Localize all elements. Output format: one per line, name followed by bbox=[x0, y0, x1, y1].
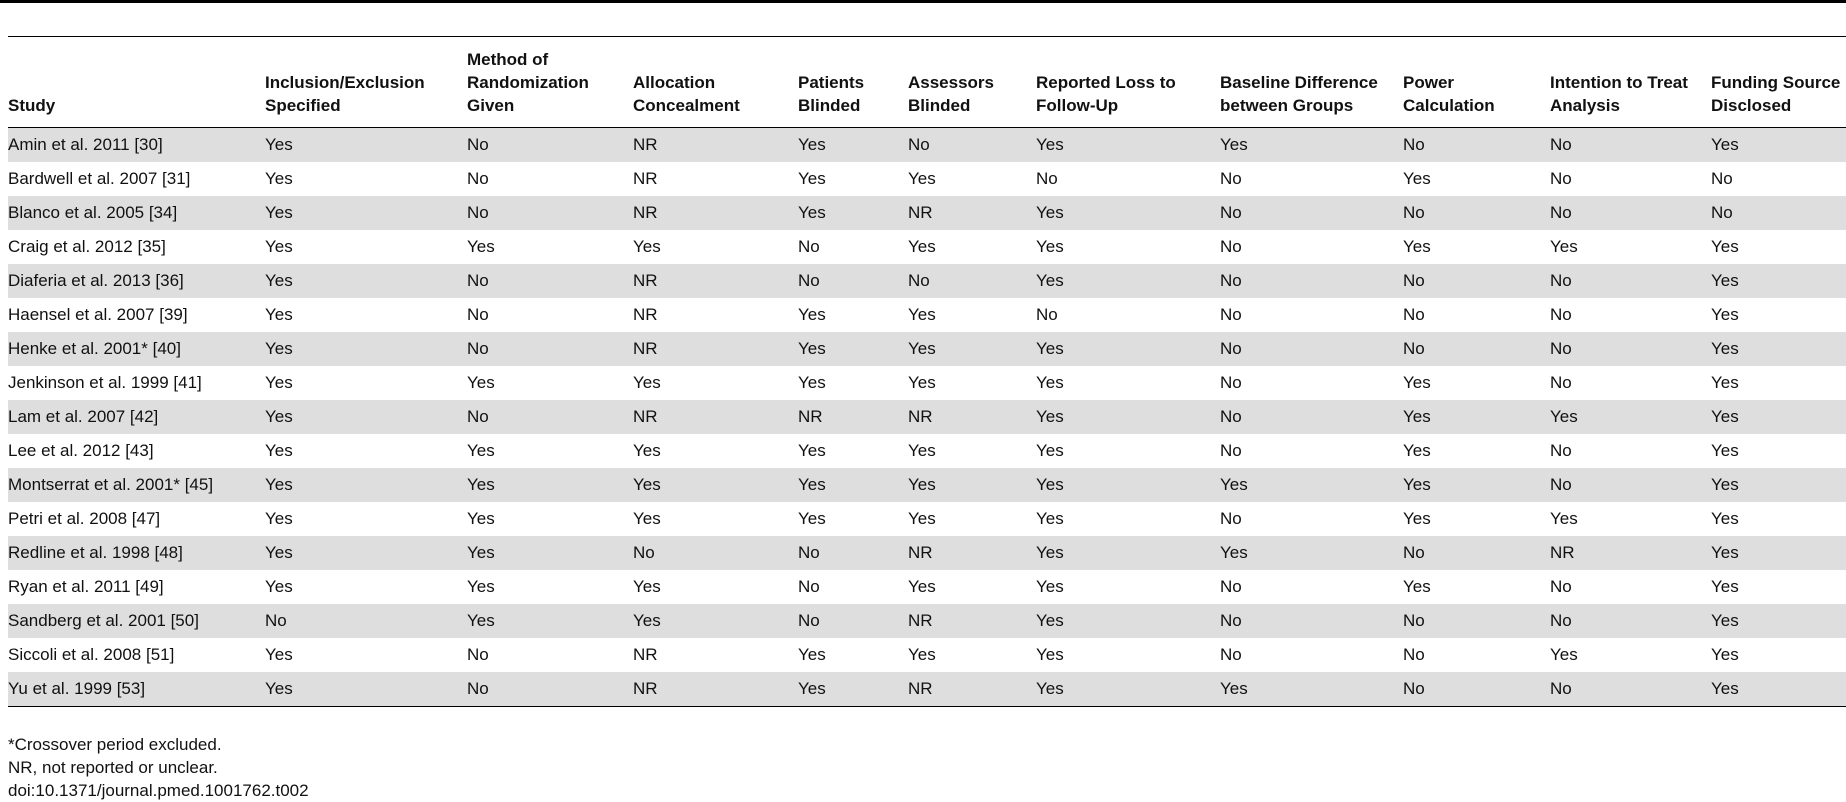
rating-cell: Yes bbox=[798, 128, 908, 163]
study-cell: Siccoli et al. 2008 [51] bbox=[8, 645, 175, 664]
study-cell: Montserrat et al. 2001* [45] bbox=[8, 468, 265, 502]
rating-cell: Yes bbox=[265, 264, 467, 298]
rating-cell: No bbox=[798, 237, 820, 256]
rating-cell: Yes bbox=[1550, 509, 1578, 528]
rating-cell: Yes bbox=[1550, 400, 1711, 434]
table-row bbox=[8, 332, 1846, 366]
table-row bbox=[8, 264, 1846, 298]
rating-cell: Yes bbox=[798, 509, 826, 528]
rating-cell: Yes bbox=[265, 373, 293, 392]
column-header: Inclusion/Exclusion Specified bbox=[265, 73, 425, 115]
rating-cell: Yes bbox=[265, 509, 293, 528]
study-cell: Redline et al. 1998 [48] bbox=[8, 536, 265, 570]
rating-cell: Yes bbox=[1403, 169, 1431, 188]
rating-cell: Yes bbox=[1711, 264, 1846, 298]
column-header: Power Calculation bbox=[1403, 73, 1495, 115]
rating-cell: No bbox=[1220, 332, 1403, 366]
rating-cell: NR bbox=[633, 400, 798, 434]
rating-cell: No bbox=[798, 604, 908, 638]
rating-cell: Yes bbox=[1036, 645, 1064, 664]
table-row bbox=[8, 468, 1846, 502]
rating-cell: Yes bbox=[908, 577, 936, 596]
rating-cell: Yes bbox=[1711, 577, 1739, 596]
study-cell: Sandberg et al. 2001 [50] bbox=[8, 604, 265, 638]
rating-cell: No bbox=[1220, 169, 1242, 188]
rating-cell: No bbox=[467, 672, 633, 707]
rating-cell: No bbox=[1220, 577, 1242, 596]
rating-cell: No bbox=[1220, 237, 1242, 256]
rating-cell: No bbox=[1403, 196, 1550, 230]
rating-cell: Yes bbox=[1036, 400, 1220, 434]
rating-cell: No bbox=[1220, 645, 1242, 664]
study-cell: Blanco et al. 2005 [34] bbox=[8, 196, 265, 230]
rating-cell: No bbox=[1550, 373, 1572, 392]
rating-cell: No bbox=[467, 264, 633, 298]
rating-cell: NR bbox=[908, 672, 1036, 707]
rating-cell: No bbox=[908, 128, 1036, 163]
rating-cell: Yes bbox=[1036, 509, 1064, 528]
rating-cell: Yes bbox=[1220, 536, 1403, 570]
rating-cell: No bbox=[1403, 305, 1425, 324]
rating-cell: Yes bbox=[265, 196, 467, 230]
top-rule bbox=[0, 0, 1846, 3]
table-row bbox=[8, 128, 1846, 163]
rating-cell: No bbox=[1550, 128, 1711, 163]
table-row bbox=[8, 672, 1846, 707]
column-header: Assessors Blinded bbox=[908, 73, 995, 115]
rating-cell: Yes bbox=[1036, 264, 1220, 298]
rating-cell: No bbox=[467, 305, 489, 324]
table-row bbox=[8, 298, 1846, 332]
study-cell: Henke et al. 2001* [40] bbox=[8, 332, 265, 366]
study-cell: Diaferia et al. 2013 [36] bbox=[8, 264, 265, 298]
rating-cell: Yes bbox=[908, 237, 936, 256]
table-body bbox=[8, 128, 1846, 707]
study-cell: Jenkinson et al. 1999 [41] bbox=[8, 373, 202, 392]
rating-cell: Yes bbox=[1403, 468, 1550, 502]
rating-cell: No bbox=[1550, 332, 1711, 366]
rating-cell: No bbox=[1403, 264, 1550, 298]
quality-assessment-table bbox=[8, 36, 1846, 707]
rating-cell: Yes bbox=[1036, 468, 1220, 502]
rating-cell: Yes bbox=[633, 468, 798, 502]
rating-cell: Yes bbox=[1036, 373, 1064, 392]
rating-cell: Yes bbox=[265, 672, 467, 707]
rating-cell: Yes bbox=[1036, 332, 1220, 366]
rating-cell: No bbox=[1403, 604, 1550, 638]
rating-cell: NR bbox=[633, 305, 658, 324]
rating-cell: Yes bbox=[798, 373, 826, 392]
table-row bbox=[8, 604, 1846, 638]
rating-cell: No bbox=[1220, 604, 1403, 638]
rating-cell: NR bbox=[633, 332, 798, 366]
column-header: Funding Source Disclosed bbox=[1711, 73, 1841, 115]
column-header: Study bbox=[8, 96, 56, 115]
rating-cell: No bbox=[1711, 169, 1733, 188]
rating-cell: Yes bbox=[1036, 237, 1064, 256]
study-cell: Yu et al. 1999 [53] bbox=[8, 672, 265, 707]
rating-cell: No bbox=[1550, 196, 1711, 230]
rating-cell: NR bbox=[908, 400, 1036, 434]
column-header: Method of Randomization Given bbox=[467, 50, 589, 115]
footnote-crossover: *Crossover period excluded. bbox=[8, 735, 222, 754]
rating-cell: No bbox=[467, 400, 633, 434]
study-cell: Ryan et al. 2011 [49] bbox=[8, 577, 164, 596]
column-header: Patients Blinded bbox=[798, 73, 865, 115]
study-cell: Lee et al. 2012 [43] bbox=[8, 441, 154, 460]
rating-cell: Yes bbox=[908, 305, 936, 324]
table-header-row bbox=[8, 37, 1846, 128]
rating-cell: Yes bbox=[467, 373, 495, 392]
rating-cell: No bbox=[1550, 604, 1711, 638]
rating-cell: Yes bbox=[908, 169, 936, 188]
rating-cell: Yes bbox=[265, 332, 467, 366]
table-row bbox=[8, 502, 1846, 536]
rating-cell: No bbox=[1550, 672, 1711, 707]
rating-cell: Yes bbox=[1036, 672, 1220, 707]
rating-cell: Yes bbox=[908, 373, 936, 392]
rating-cell: Yes bbox=[798, 672, 908, 707]
rating-cell: No bbox=[1403, 332, 1550, 366]
column-header: Intention to Treat Analysis bbox=[1550, 73, 1688, 115]
rating-cell: Yes bbox=[1711, 604, 1846, 638]
rating-cell: Yes bbox=[1403, 373, 1431, 392]
rating-cell: No bbox=[467, 196, 633, 230]
rating-cell: No bbox=[467, 332, 633, 366]
rating-cell: No bbox=[798, 536, 908, 570]
rating-cell: No bbox=[1403, 536, 1550, 570]
rating-cell: Yes bbox=[1403, 509, 1431, 528]
rating-cell: Yes bbox=[1036, 604, 1220, 638]
rating-cell: NR bbox=[1550, 536, 1711, 570]
rating-cell: Yes bbox=[1036, 577, 1064, 596]
rating-cell: NR bbox=[633, 264, 798, 298]
rating-cell: Yes bbox=[467, 509, 495, 528]
rating-cell: Yes bbox=[1711, 441, 1739, 460]
rating-cell: No bbox=[1220, 441, 1242, 460]
table-row bbox=[8, 536, 1846, 570]
rating-cell: Yes bbox=[1220, 468, 1403, 502]
rating-cell: Yes bbox=[1403, 577, 1431, 596]
rating-cell: Yes bbox=[265, 577, 293, 596]
rating-cell: Yes bbox=[633, 237, 661, 256]
table-row bbox=[8, 366, 1846, 400]
rating-cell: Yes bbox=[1711, 509, 1739, 528]
rating-cell: Yes bbox=[265, 237, 293, 256]
study-cell: Craig et al. 2012 [35] bbox=[8, 237, 166, 256]
rating-cell: NR bbox=[908, 196, 1036, 230]
column-header: Reported Loss to Follow-Up bbox=[1036, 73, 1176, 115]
rating-cell: Yes bbox=[908, 441, 936, 460]
rating-cell: Yes bbox=[265, 536, 467, 570]
rating-cell: Yes bbox=[798, 441, 826, 460]
rating-cell: No bbox=[1220, 509, 1242, 528]
rating-cell: No bbox=[1036, 169, 1058, 188]
table-row bbox=[8, 162, 1846, 196]
rating-cell: No bbox=[1403, 672, 1550, 707]
rating-cell: Yes bbox=[1550, 237, 1578, 256]
rating-cell: Yes bbox=[265, 128, 467, 163]
rating-cell: NR bbox=[633, 128, 798, 163]
rating-cell: Yes bbox=[1036, 536, 1220, 570]
rating-cell: Yes bbox=[1403, 400, 1550, 434]
rating-cell: Yes bbox=[908, 509, 936, 528]
table-row bbox=[8, 434, 1846, 468]
rating-cell: No bbox=[1220, 264, 1403, 298]
rating-cell: Yes bbox=[1711, 305, 1739, 324]
rating-cell: Yes bbox=[265, 468, 467, 502]
rating-cell: NR bbox=[633, 196, 798, 230]
rating-cell: No bbox=[798, 264, 908, 298]
rating-cell: Yes bbox=[633, 373, 661, 392]
rating-cell: Yes bbox=[798, 468, 908, 502]
rating-cell: No bbox=[1220, 373, 1242, 392]
rating-cell: Yes bbox=[467, 237, 495, 256]
study-cell: Petri et al. 2008 [47] bbox=[8, 509, 161, 528]
rating-cell: Yes bbox=[1036, 441, 1064, 460]
rating-cell: Yes bbox=[633, 604, 798, 638]
table-row bbox=[8, 400, 1846, 434]
rating-cell: Yes bbox=[467, 604, 633, 638]
rating-cell: Yes bbox=[1036, 196, 1220, 230]
rating-cell: Yes bbox=[633, 441, 661, 460]
study-cell: Lam et al. 2007 [42] bbox=[8, 400, 265, 434]
rating-cell: No bbox=[1550, 264, 1711, 298]
rating-cell: Yes bbox=[1036, 128, 1220, 163]
footnote-nr-definition: NR, not reported or unclear. bbox=[8, 758, 218, 777]
rating-cell: Yes bbox=[798, 332, 908, 366]
rating-cell: Yes bbox=[1711, 672, 1846, 707]
rating-cell: No bbox=[1220, 400, 1403, 434]
rating-cell: No bbox=[1550, 468, 1711, 502]
rating-cell: Yes bbox=[798, 169, 826, 188]
rating-cell: No bbox=[633, 536, 798, 570]
rating-cell: Yes bbox=[1711, 468, 1846, 502]
rating-cell: No bbox=[467, 645, 489, 664]
rating-cell: Yes bbox=[467, 468, 633, 502]
rating-cell: No bbox=[1550, 577, 1572, 596]
rating-cell: Yes bbox=[798, 305, 826, 324]
table-row bbox=[8, 570, 1846, 604]
rating-cell: NR bbox=[798, 400, 908, 434]
column-header: Baseline Difference between Groups bbox=[1220, 73, 1378, 115]
rating-cell: No bbox=[467, 128, 633, 163]
rating-cell: NR bbox=[633, 672, 798, 707]
rating-cell: No bbox=[1220, 305, 1242, 324]
rating-cell: Yes bbox=[1711, 237, 1739, 256]
rating-cell: Yes bbox=[1220, 128, 1403, 163]
rating-cell: No bbox=[467, 169, 489, 188]
rating-cell: No bbox=[1550, 169, 1572, 188]
rating-cell: Yes bbox=[633, 509, 661, 528]
rating-cell: No bbox=[798, 577, 820, 596]
rating-cell: Yes bbox=[1220, 672, 1403, 707]
rating-cell: Yes bbox=[798, 645, 826, 664]
rating-cell: No bbox=[1550, 441, 1572, 460]
study-cell: Bardwell et al. 2007 [31] bbox=[8, 169, 191, 188]
rating-cell: No bbox=[1403, 645, 1425, 664]
rating-cell: No bbox=[1036, 305, 1058, 324]
rating-cell: Yes bbox=[265, 441, 293, 460]
table-container bbox=[8, 36, 1846, 707]
rating-cell: No bbox=[908, 264, 1036, 298]
rating-cell: Yes bbox=[908, 645, 936, 664]
rating-cell: Yes bbox=[265, 400, 467, 434]
rating-cell: Yes bbox=[908, 332, 1036, 366]
rating-cell: Yes bbox=[633, 577, 661, 596]
rating-cell: Yes bbox=[1403, 237, 1431, 256]
table-row bbox=[8, 196, 1846, 230]
rating-cell: No bbox=[1220, 196, 1403, 230]
rating-cell: No bbox=[1550, 305, 1572, 324]
rating-cell: Yes bbox=[467, 441, 495, 460]
footnote-doi: doi:10.1371/journal.pmed.1001762.t002 bbox=[8, 781, 309, 800]
rating-cell: No bbox=[1403, 128, 1550, 163]
rating-cell: Yes bbox=[467, 536, 633, 570]
rating-cell: No bbox=[1711, 196, 1846, 230]
rating-cell: Yes bbox=[1711, 128, 1846, 163]
rating-cell: NR bbox=[908, 536, 1036, 570]
rating-cell: NR bbox=[908, 604, 1036, 638]
table-row bbox=[8, 638, 1846, 672]
rating-cell: NR bbox=[633, 645, 658, 664]
rating-cell: Yes bbox=[1711, 536, 1846, 570]
study-cell: Amin et al. 2011 [30] bbox=[8, 128, 265, 163]
rating-cell: Yes bbox=[908, 468, 1036, 502]
table-footnotes bbox=[8, 733, 309, 802]
rating-cell: Yes bbox=[798, 196, 908, 230]
rating-cell: Yes bbox=[1711, 400, 1846, 434]
rating-cell: Yes bbox=[265, 305, 293, 324]
rating-cell: Yes bbox=[265, 169, 293, 188]
study-cell: Haensel et al. 2007 [39] bbox=[8, 305, 188, 324]
rating-cell: NR bbox=[633, 169, 658, 188]
rating-cell: No bbox=[265, 604, 467, 638]
rating-cell: Yes bbox=[1403, 441, 1431, 460]
rating-cell: Yes bbox=[1711, 373, 1739, 392]
rating-cell: Yes bbox=[467, 577, 495, 596]
table-row bbox=[8, 230, 1846, 264]
rating-cell: Yes bbox=[1550, 645, 1578, 664]
rating-cell: Yes bbox=[1711, 645, 1739, 664]
rating-cell: Yes bbox=[1711, 332, 1846, 366]
column-header: Allocation Concealment bbox=[633, 73, 740, 115]
rating-cell: Yes bbox=[265, 645, 293, 664]
